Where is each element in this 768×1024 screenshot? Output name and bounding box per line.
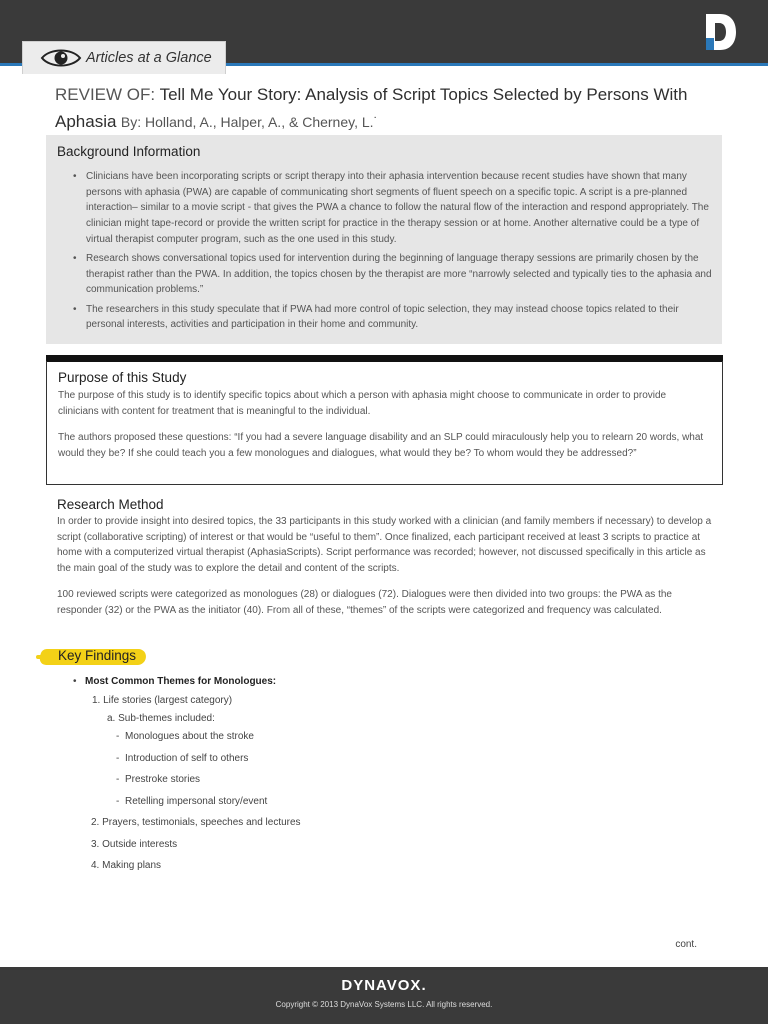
footer-copyright: Copyright © 2013 DynaVox Systems LLC. All rights reserved.: [275, 1000, 493, 1009]
review-of-label: REVIEW OF:: [55, 85, 156, 104]
title-line-1: Tell Me Your Story: Analysis of Script Topics Selected by Persons With: [159, 85, 688, 104]
sub-dash: -: [116, 753, 120, 764]
authors: By: Holland, A., Halper, A., & Cherney, L.˙: [120, 114, 379, 130]
background-list: [70, 169, 715, 337]
footer: [0, 967, 768, 1024]
findings-item-1: 1. Life stories (largest category): [92, 695, 233, 706]
findings-item-4: 4. Making plans: [91, 860, 162, 871]
background-heading: Background Information: [57, 144, 201, 159]
findings-item-2: 2. Prayers, testimonials, speeches and lectures: [91, 817, 301, 828]
sub-dash: -: [116, 796, 120, 807]
key-findings-label: Key Findings: [58, 648, 137, 663]
bullet-dot: •: [73, 676, 77, 687]
method-paragraph-2: 100 reviewed scripts were categorized as monologues (28) or dialogues (72). Dialogues were then divided into two groups: the PWA as the responder (32) or the PWA as the initiator (40). From all of these, “themes” of the scripts were categorized and frequency was calculated.: [57, 589, 672, 616]
dynavox-d-logo-icon: [704, 12, 738, 52]
method-heading: Research Method: [57, 497, 164, 512]
purpose-paragraph-1: The purpose of this study is to identify specific topics about which a person with aphasia might choose to communicate in order to provide clinicians with content for treatment that is meaningful to the individual.: [58, 390, 667, 417]
purpose-section: [46, 361, 723, 485]
background-section: [46, 135, 722, 344]
eye-icon: [40, 46, 82, 70]
background-bullet: • Research shows conversational topics used for intervention during the beginning of language therapy sessions are primarily chosen by the therapist rather than the PWA. In addition, the topics chosen by the therapist are more “narrowly selected and typically ties to the aphasia and communication problems.”: [70, 251, 715, 298]
method-paragraph-1: In order to provide insight into desired topics, the 33 participants in this study worked with a clinician (and family members if necessary) to develop a script (collaborative scripting) of interest or that would be “useful to them”. Once finalized, each participant received at least 3 scripts to practice at home with a computerized virtual therapist (AphasiaScripts). Script performance was recorded; however, not discussed specifically in this article as the main goal of the study was to explore the detail and content of the scripts.: [57, 516, 712, 575]
findings-item-3: 3. Outside interests: [91, 839, 178, 850]
background-bullet: • The researchers in this study speculate that if PWA had more control of topic selection, they may instead choose topics related to their personal interests, activities and participation in their home and community.: [70, 302, 715, 333]
subtheme-item: Prestroke stories: [125, 774, 201, 785]
purpose-heading: Purpose of this Study: [58, 370, 187, 385]
sub-dash: -: [116, 731, 120, 742]
footer-brand: DYNAVOX.: [341, 977, 427, 994]
article-title: [55, 82, 745, 136]
purpose-paragraph-2: The authors proposed these questions: “If you had a severe language disability and an SLP could miraculously help you to relearn 20 words, what would they be? If she could teach you a few monologues and dialogues, what would they be? To whom would they be addressed?”: [58, 432, 704, 459]
tab-label: Articles at a Glance: [86, 50, 212, 66]
subtheme-item: Retelling impersonal story/event: [125, 796, 268, 807]
findings-sub-a: a. Sub-themes included:: [107, 713, 215, 724]
key-findings-heading: [40, 647, 150, 667]
sub-dash: -: [116, 774, 120, 785]
title-line-2: Aphasia: [55, 112, 117, 131]
background-bullet: • Clinicians have been incorporating scripts or script therapy into their aphasia intervention because recent studies have shown that many persons with aphasia (PWA) are capable of communicating short segments of fluent speech on a specific topic. A script is a pre-planned interaction– similar to a movie script - that gives the PWA a chance to follow the natural flow of the interaction and respond appropriately. The clinician might tape-record or provide the written script for practice in the therapy session or at home. Another alternative could be a type of virtual therapist computer program, such as the one used in this study.: [70, 169, 715, 248]
continued-label: cont.: [675, 939, 697, 950]
subtheme-item: Introduction of self to others: [125, 753, 249, 764]
subtheme-item: Monologues about the stroke: [125, 731, 254, 742]
articles-at-a-glance-tab: [22, 41, 226, 74]
findings-bullet: Most Common Themes for Monologues:: [85, 676, 277, 687]
